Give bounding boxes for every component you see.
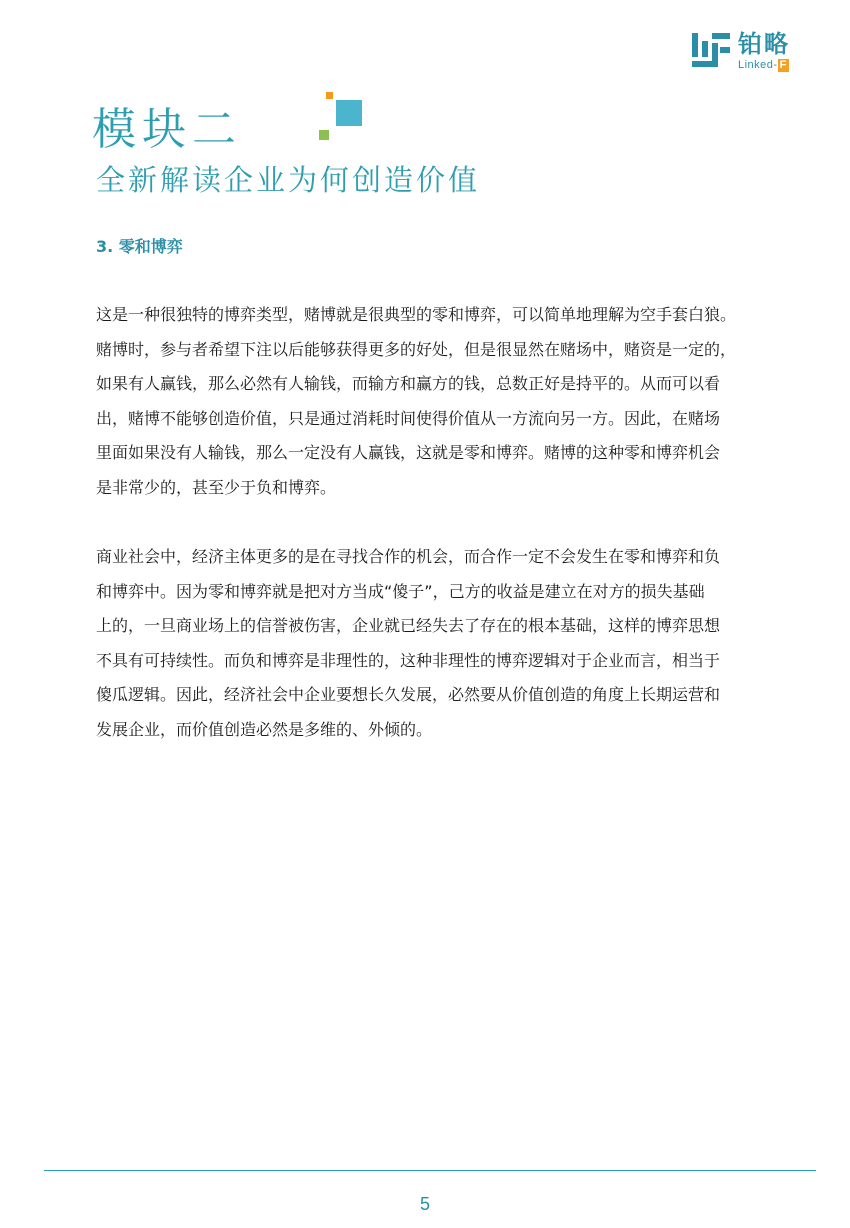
paragraph-line: 不具有可持续性。而负和博弈是非理性的，这种非理性的博弈逻辑对于企业而言，相当于 [96, 650, 721, 670]
logo-name-cn: 铂略 [738, 30, 790, 58]
logo-name-en-suffix: F [779, 59, 787, 71]
paragraph-line: 赌博时，参与者希望下注以后能够获得更多的好处，但是很显然在赌场中，赌资是一定的， [96, 339, 737, 359]
paragraph-line: 发展企业，而价值创造必然是多维的、外倾的。 [96, 719, 433, 739]
decor-square-teal [336, 100, 362, 126]
paragraph-line: 和博弈中。因为零和博弈就是把对方当成“傻子”，己方的收益是建立在对方的损失基础 [96, 581, 705, 601]
paragraph-line: 这是一种很独特的博弈类型，赌博就是很典型的零和博弈，可以简单地理解为空手套白狼。 [96, 305, 737, 324]
logo-mark-icon [692, 33, 730, 71]
decor-square-green [319, 130, 329, 140]
body-paragraph [96, 540, 796, 747]
body-paragraph [96, 298, 796, 505]
logo-name-en-prefix: Linked- [738, 59, 778, 71]
module-subtitle: 全新解读企业为何创造价值 [96, 163, 481, 197]
paragraph-line: 里面如果没有人输钱，那么一定没有人赢钱，这就是零和博弈。赌博的这种零和博弈机会 [96, 443, 721, 462]
module-title: 模块二 [92, 104, 242, 155]
decor-square-orange [326, 92, 333, 99]
paragraph-line: 如果有人赢钱，那么必然有人输钱，而输方和赢方的钱，总数正好是持平的。从而可以看 [96, 374, 721, 393]
paragraph-line: 商业社会中，经济主体更多的是在寻找合作的机会，而合作一定不会发生在零和博弈和负 [96, 547, 721, 566]
logo-name-en [738, 59, 789, 72]
paragraph-line: 是非常少的，甚至少于负和博弈。 [96, 477, 337, 497]
paragraph-line: 出，赌博不能够创造价值，只是通过消耗时间使得价值从一方流向另一方。因此，在赌场 [96, 408, 721, 428]
footer-divider [44, 1170, 816, 1171]
section-heading: 3. 零和博弈 [96, 237, 183, 256]
brand-logo [692, 30, 812, 74]
paragraph-line: 傻瓜逻辑。因此，经济社会中企业要想长久发展，必然要从价值创造的角度上长期运营和 [96, 685, 721, 704]
page-number: 5 [419, 1194, 430, 1214]
paragraph-line: 上的，一旦商业场上的信誉被伤害，企业就已经失去了存在的根本基础，这样的博弈思想 [96, 616, 721, 635]
